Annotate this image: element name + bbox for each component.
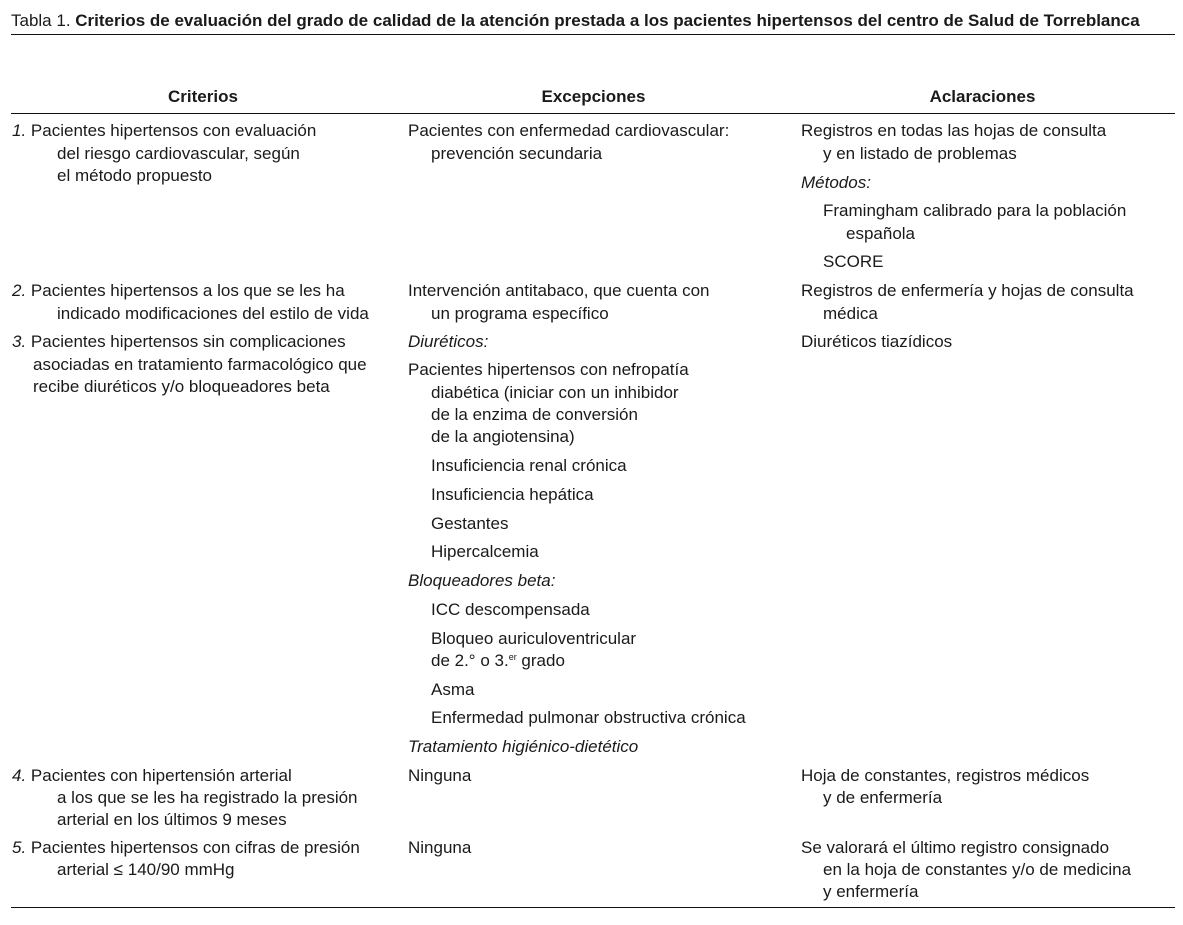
criterio-number: 3. — [12, 332, 27, 351]
header-excepciones: Excepciones — [541, 87, 646, 106]
excepcion-line: Insuficiencia hepática — [431, 485, 594, 504]
aclaracion-line: Hoja de constantes, registros médicos — [801, 766, 1090, 785]
excepcion-line: Enfermedad pulmonar obstructiva crónica — [431, 708, 746, 727]
aclaracion-line: y en listado de problemas — [823, 144, 1017, 163]
criterio-line: 2. Pacientes hipertensos a los que se les ha — [12, 281, 345, 300]
criterio-line: 3. Pacientes hipertensos sin complicaciones — [12, 332, 346, 351]
aclaracion-line: Se valorará el último registro consignado — [801, 838, 1110, 857]
criterio-line: 5. Pacientes hipertensos con cifras de presión — [12, 838, 360, 857]
excepcion-line: prevención secundaria — [431, 144, 603, 163]
criterio-line: el método propuesto — [57, 166, 212, 185]
criterio-line: asociadas en tratamiento farmacológico que — [33, 355, 367, 374]
excepcion-line: Ninguna — [408, 838, 472, 857]
aclaracion-line: Diuréticos tiazídicos — [801, 332, 953, 351]
excepcion-line: Pacientes con enfermedad cardiovascular: — [408, 121, 730, 140]
aclaracion-line: Registros en todas las hojas de consulta — [801, 121, 1107, 140]
metodo-line: española — [846, 224, 916, 243]
excepcion-line: Asma — [431, 680, 475, 699]
criterio-line: arterial en los últimos 9 meses — [57, 810, 287, 829]
excepcion-line: de la angiotensina) — [431, 427, 575, 446]
header-criterios: Criterios — [168, 87, 238, 106]
criterio-line: 4. Pacientes con hipertensión arterial — [12, 766, 292, 785]
bloqueadores-label: Bloqueadores beta: — [408, 571, 556, 590]
metodo-line: SCORE — [823, 252, 884, 271]
aclaracion-line: y de enfermería — [823, 788, 943, 807]
criterio-line: 1. Pacientes hipertensos con evaluación — [12, 121, 317, 140]
bottom-rule — [11, 907, 1175, 908]
metodos-label: Métodos: — [801, 173, 871, 192]
top-rule — [11, 34, 1175, 35]
criterio-line: arterial ≤ 140/90 mmHg — [57, 860, 235, 879]
table-caption — [11, 10, 1173, 32]
aclaracion-line: Registros de enfermería y hojas de consulta — [801, 281, 1134, 300]
criterio-line: indicado modificaciones del estilo de vida — [57, 304, 369, 323]
aclaracion-line: y enfermería — [823, 882, 919, 901]
excepcion-line: de la enzima de conversión — [431, 405, 638, 424]
excepcion-line: Insuficiencia renal crónica — [431, 456, 627, 475]
header-rule — [11, 113, 1175, 114]
metodo-line: Framingham calibrado para la población — [823, 201, 1127, 220]
excepcion-line: Gestantes — [431, 514, 509, 533]
criterio-number: 5. — [12, 838, 27, 857]
excepcion-line: Intervención antitabaco, que cuenta con — [408, 281, 710, 300]
criterio-line: recibe diuréticos y/o bloqueadores beta — [33, 377, 330, 396]
excepcion-line: Pacientes hipertensos con nefropatía — [408, 360, 689, 379]
criterio-number: 1. — [12, 121, 27, 140]
excepcion-line: Ninguna — [408, 766, 472, 785]
tratamiento-label: Tratamiento higiénico-dietético — [408, 737, 639, 756]
excepcion-line: de 2.° o 3.$^{er}$ grado — [431, 651, 565, 670]
header-aclaraciones: Aclaraciones — [929, 87, 1036, 106]
excepcion-line: Bloqueo auriculoventricular — [431, 629, 637, 648]
criterio-line: del riesgo cardiovascular, según — [57, 144, 300, 163]
aclaracion-line: en la hoja de constantes y/o de medicina — [823, 860, 1132, 879]
aclaracion-line: médica — [823, 304, 878, 323]
excepcion-line: un programa específico — [431, 304, 609, 323]
criterio-number: 4. — [12, 766, 27, 785]
caption-title: Criterios de evaluación del grado de calidad de la atención prestada a los pacientes hipertensos del centro de Salud de Torreblanca — [75, 11, 1140, 30]
criterio-line: a los que se les ha registrado la presión — [57, 788, 358, 807]
excepcion-line: diabética (iniciar con un inhibidor — [431, 383, 679, 402]
excepcion-line: ICC descompensada — [431, 600, 590, 619]
caption-prefix: Tabla 1. — [11, 11, 71, 30]
excepcion-line: Hipercalcemia — [431, 542, 539, 561]
diureticos-label: Diuréticos: — [408, 332, 489, 351]
criterio-number: 2. — [12, 281, 27, 300]
